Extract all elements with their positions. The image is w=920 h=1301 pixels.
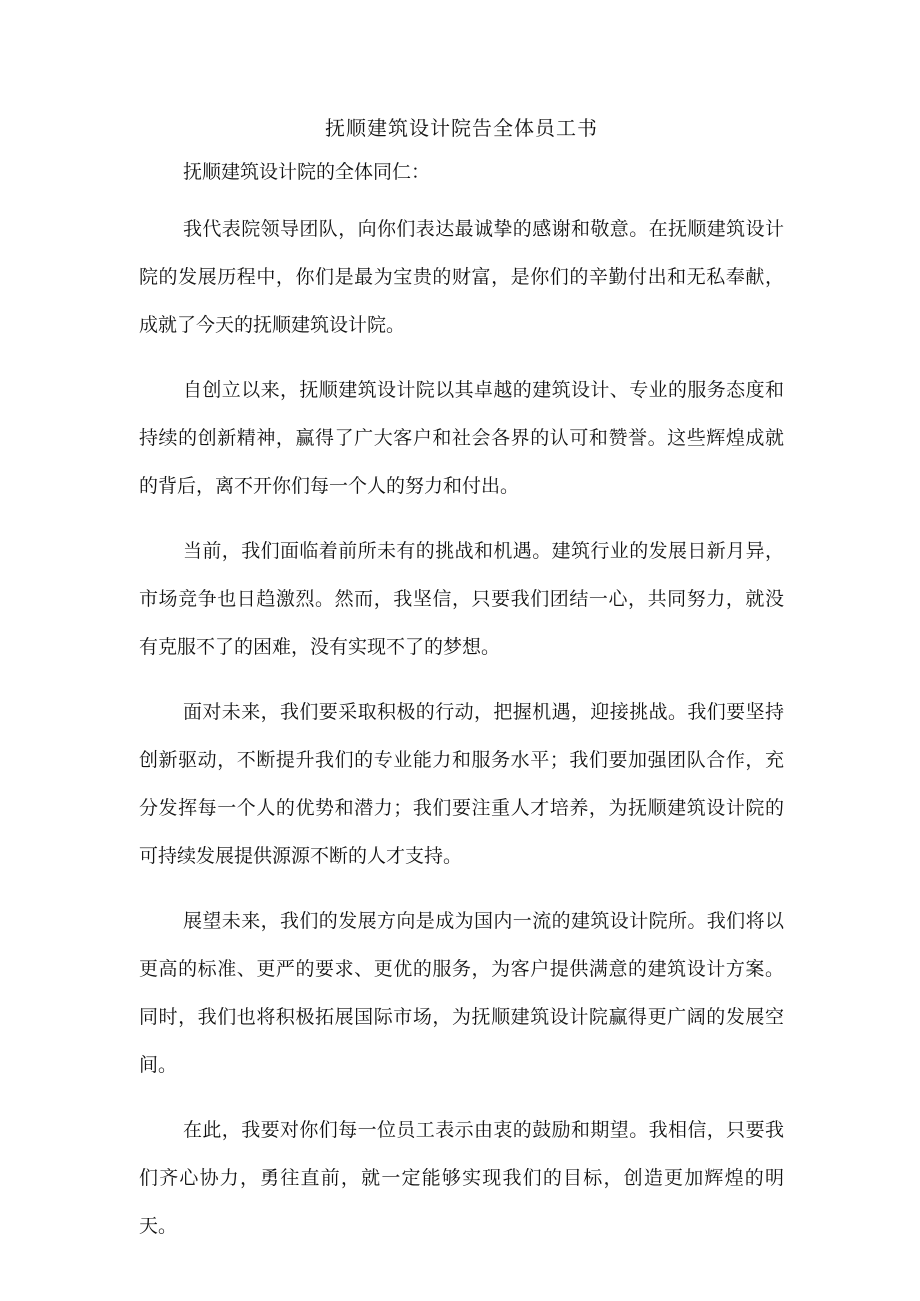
paragraph-5: 展望未来，我们的发展方向是成为国内一流的建筑设计院所。我们将以更高的标准、更严的要求、更优的服务，为客户提供满意的建筑设计方案。同时，我们也将积极拓展国际市场，为抚顺建筑设计院赢得更广阔的发展空间。 [139, 910, 784, 1076]
paragraph-2: 自创立以来，抚顺建筑设计院以其卓越的建筑设计、专业的服务态度和持续的创新精神，赢得了广大客户和社会各界的认可和赞誉。这些辉煌成就的背后，离不开你们每一个人的努力和付出。 [139, 379, 784, 497]
paragraph-6: 在此，我要对你们每一位员工表示由衷的鼓励和期望。我相信，只要我们齐心协力，勇往直前，就一定能够实现我们的目标，创造更加辉煌的明天。 [139, 1119, 784, 1237]
salutation: 抚顺建筑设计院的全体同仁： [183, 161, 431, 183]
paragraph-4: 面对未来，我们要采取积极的行动，把握机遇，迎接挑战。我们要坚持创新驱动，不断提升我们的专业能力和服务水平；我们要加强团队合作，充分发挥每一个人的优势和潜力；我们要注重人才培养，为抚顺建筑设计院的可持续发展提供源源不断的人才支持。 [139, 701, 784, 867]
paragraph-1: 我代表院领导团队，向你们表达最诚挚的感谢和敬意。在抚顺建筑设计院的发展历程中，你们是最为宝贵的财富，是你们的辛勤付出和无私奉献，成就了今天的抚顺建筑设计院。 [139, 218, 784, 336]
paragraph-3: 当前，我们面临着前所未有的挑战和机遇。建筑行业的发展日新月异，市场竞争也日趋激烈。然而，我坚信，只要我们团结一心，共同努力，就没有克服不了的困难，没有实现不了的梦想。 [139, 540, 784, 658]
document-title: 抚顺建筑设计院告全体员工书 [325, 116, 598, 140]
